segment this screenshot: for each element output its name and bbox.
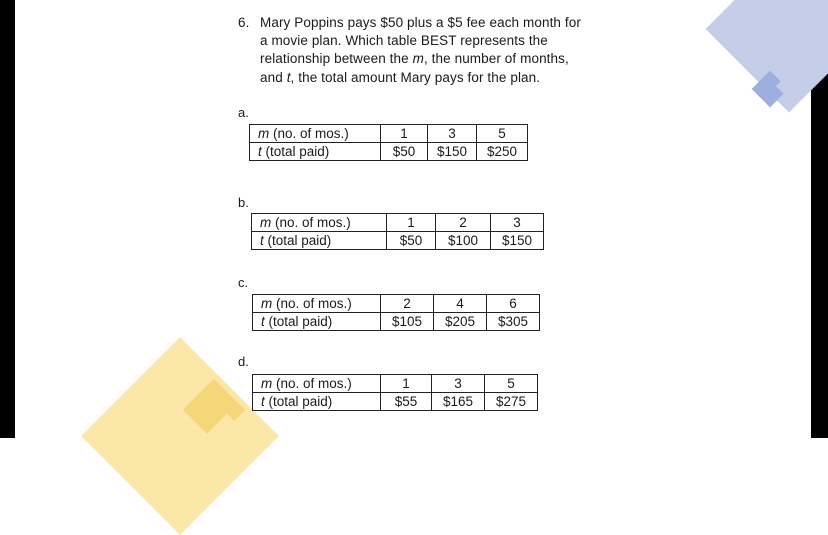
table-row	[253, 313, 540, 331]
table-row	[253, 393, 538, 411]
table-cell: $305	[487, 313, 540, 331]
row-header-t: t (total paid)	[253, 313, 381, 331]
table-row	[253, 375, 538, 393]
question-line-4: and t, the total amount Mary pays for the plan.	[260, 69, 541, 85]
row-header-m: m (no. of mos.)	[252, 214, 387, 232]
table-cell: $105	[381, 313, 434, 331]
table-cell: $100	[436, 232, 491, 250]
table-row	[250, 143, 528, 161]
table-cell: $50	[381, 143, 428, 161]
table-cell: 5	[485, 375, 538, 393]
question-number: 6.	[238, 15, 250, 30]
table-cell: 3	[428, 125, 477, 143]
table-cell: 2	[381, 295, 434, 313]
option-c-label[interactable]: c.	[238, 275, 249, 290]
option-a-label[interactable]: a.	[238, 105, 249, 120]
option-d-label[interactable]: d.	[238, 354, 249, 369]
question-line-2: a movie plan. Which table BEST represents the	[260, 33, 548, 49]
option-a-table	[249, 124, 528, 161]
table-cell: $150	[491, 232, 544, 250]
table-cell: $50	[387, 232, 436, 250]
question-block	[238, 14, 658, 87]
table-cell: $165	[432, 393, 485, 411]
row-header-m: m (no. of mos.)	[250, 125, 381, 143]
row-header-t: t (total paid)	[250, 143, 381, 161]
table-cell: $55	[381, 393, 432, 411]
row-header-m: m (no. of mos.)	[253, 375, 381, 393]
decorative-yellow-diamond	[81, 337, 279, 535]
left-border-bar	[0, 0, 15, 438]
option-c-table	[252, 294, 540, 331]
table-cell: 3	[491, 214, 544, 232]
row-header-t: t (total paid)	[253, 393, 381, 411]
table-cell: 5	[477, 125, 528, 143]
option-d-table	[252, 374, 538, 411]
table-row	[250, 125, 528, 143]
row-header-m: m (no. of mos.)	[253, 295, 381, 313]
option-b-label[interactable]: b.	[238, 195, 249, 210]
table-cell: 4	[434, 295, 487, 313]
table-cell: 6	[487, 295, 540, 313]
table-cell: $205	[434, 313, 487, 331]
table-cell: 3	[432, 375, 485, 393]
table-row	[252, 232, 544, 250]
row-header-t: t (total paid)	[252, 232, 387, 250]
table-cell: 2	[436, 214, 491, 232]
table-cell: 1	[387, 214, 436, 232]
question-line-1: Mary Poppins pays $50 plus a $5 fee each month for	[260, 15, 581, 30]
table-cell: $275	[485, 393, 538, 411]
option-b-table	[251, 213, 544, 250]
table-cell: 1	[381, 125, 428, 143]
table-cell: $150	[428, 143, 477, 161]
table-cell: $250	[477, 143, 528, 161]
table-cell: 1	[381, 375, 432, 393]
table-row	[252, 214, 544, 232]
question-line-3: relationship between the m, the number of months,	[260, 51, 569, 67]
table-row	[253, 295, 540, 313]
question-text	[260, 14, 658, 87]
